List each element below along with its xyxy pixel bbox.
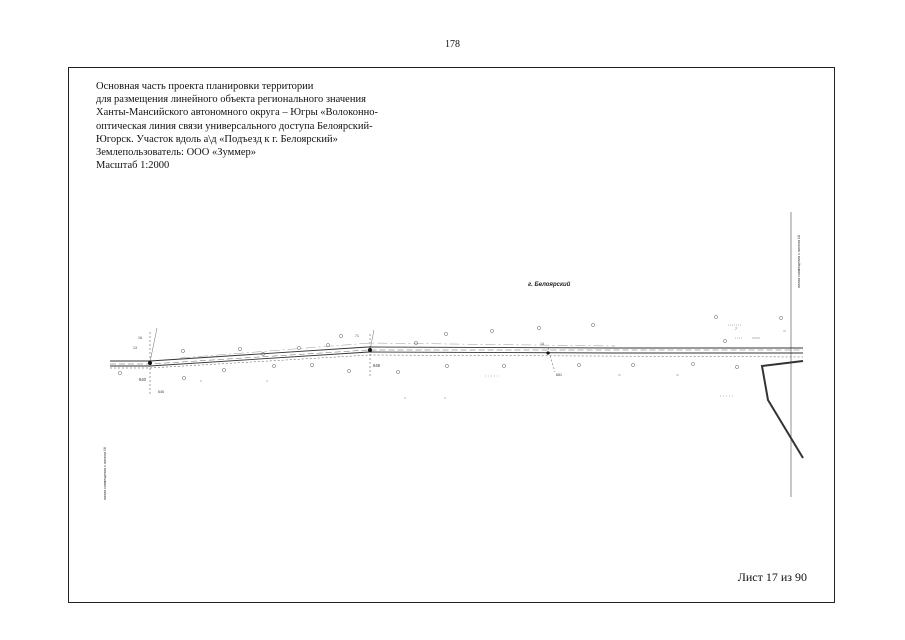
title-line: Югорск. Участок вдоль а\д «Подъезд к г. Белоярский» xyxy=(96,133,338,145)
leader-line xyxy=(150,328,157,362)
point-label: 651 xyxy=(556,373,562,377)
route-node xyxy=(148,361,152,365)
match-line-left-label: линия совмещения с листом 16 xyxy=(103,447,107,500)
route-node xyxy=(368,348,372,352)
settlement-label: г. Белоярский xyxy=(528,282,571,288)
point-label: 645 xyxy=(158,390,164,394)
title-line: для размещения линейного объекта регионального значения xyxy=(96,94,366,106)
route-node xyxy=(546,351,549,354)
territory-boundary xyxy=(762,361,803,458)
title-line: Основная часть проекта планировки территории xyxy=(96,81,314,92)
small-label: 13 xyxy=(133,346,137,350)
small-label: 7 xyxy=(735,327,737,331)
leader-line xyxy=(548,348,555,372)
scale-line: Масштаб 1:2000 xyxy=(96,160,170,172)
small-label: 14 xyxy=(540,342,544,346)
small-label: 71 xyxy=(355,334,359,338)
survey-marks xyxy=(200,325,786,398)
road-edge-lower xyxy=(110,352,803,366)
road-edge-upper xyxy=(110,347,803,361)
point-label: 648 xyxy=(373,363,380,368)
sheet-label: Лист 17 из 90 xyxy=(737,570,807,584)
land-user-line: Землепользователь: ООО «Зуммер» xyxy=(96,147,257,159)
title-line: оптическая линия связи универсального доступа Белоярский- xyxy=(96,120,373,132)
page-number: 178 xyxy=(445,39,460,50)
point-label: 640 xyxy=(139,377,146,382)
match-line-right-label: линия совмещения с листом 18 xyxy=(797,235,801,288)
title-line: Ханты-Мансийского автономного округа – Югры «Волоконно- xyxy=(96,107,378,119)
small-label: 16 xyxy=(138,336,142,340)
